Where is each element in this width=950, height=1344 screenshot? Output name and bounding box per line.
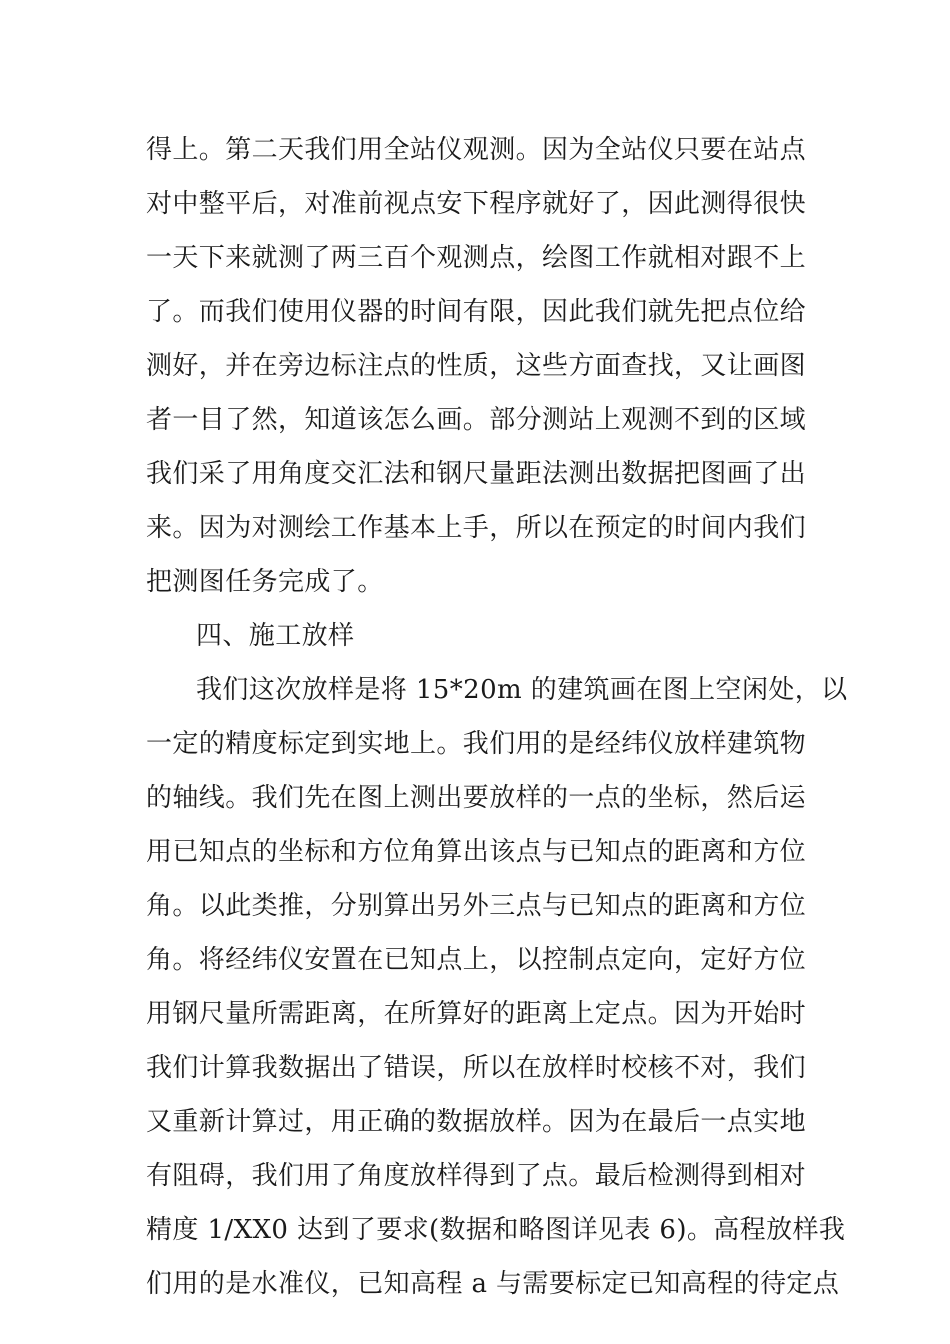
text-line: 对中整平后，对准前视点安下程序就好了，因此测得很快 xyxy=(146,189,807,219)
text-line: 角。以此类推，分别算出另外三点与已知点的距离和方位 xyxy=(146,891,807,921)
text-line: 者一目了然，知道该怎么画。部分测站上观测不到的区域 xyxy=(146,405,807,435)
text-line: 的轴线。我们先在图上测出要放样的一点的坐标，然后运 xyxy=(146,783,807,813)
text-line: 一定的精度标定到实地上。我们用的是经纬仪放样建筑物 xyxy=(146,729,807,759)
text-line: 我们采了用角度交汇法和钢尺量距法测出数据把图画了出 xyxy=(146,459,807,489)
section-heading: 四、施工放样 xyxy=(196,621,355,651)
text-line: 我们计算我数据出了错误，所以在放样时校核不对，我们 xyxy=(146,1053,807,1083)
text-line: 一天下来就测了两三百个观测点，绘图工作就相对跟不上 xyxy=(146,243,807,273)
text-line: 角。将经纬仪安置在已知点上，以控制点定向，定好方位 xyxy=(146,945,807,975)
paragraph-first-line: 我们这次放样是将 15*20m 的建筑画在图上空闲处，以 xyxy=(196,675,848,705)
text-line: 用钢尺量所需距离，在所算好的距离上定点。因为开始时 xyxy=(146,999,807,1029)
text-line: 又重新计算过，用正确的数据放样。因为在最后一点实地 xyxy=(146,1107,807,1137)
text-line: 测好，并在旁边标注点的性质，这些方面查找，又让画图 xyxy=(146,351,807,381)
text-line: 有阻碍，我们用了角度放样得到了点。最后检测得到相对 xyxy=(146,1161,807,1191)
text-line: 来。因为对测绘工作基本上手，所以在预定的时间内我们 xyxy=(146,513,807,543)
text-line: 精度 1/XX0 达到了要求(数据和略图详见表 6)。高程放样我 xyxy=(146,1215,846,1245)
text-line: 用已知点的坐标和方位角算出该点与已知点的距离和方位 xyxy=(146,837,807,867)
text-line: 得上。第二天我们用全站仪观测。因为全站仪只要在站点 xyxy=(146,135,807,165)
text-line: 把测图任务完成了。 xyxy=(146,567,384,597)
text-line: 了。而我们使用仪器的时间有限，因此我们就先把点位给 xyxy=(146,297,807,327)
text-line: 们用的是水准仪，已知高程 a 与需要标定已知高程的待定点 xyxy=(146,1269,840,1299)
